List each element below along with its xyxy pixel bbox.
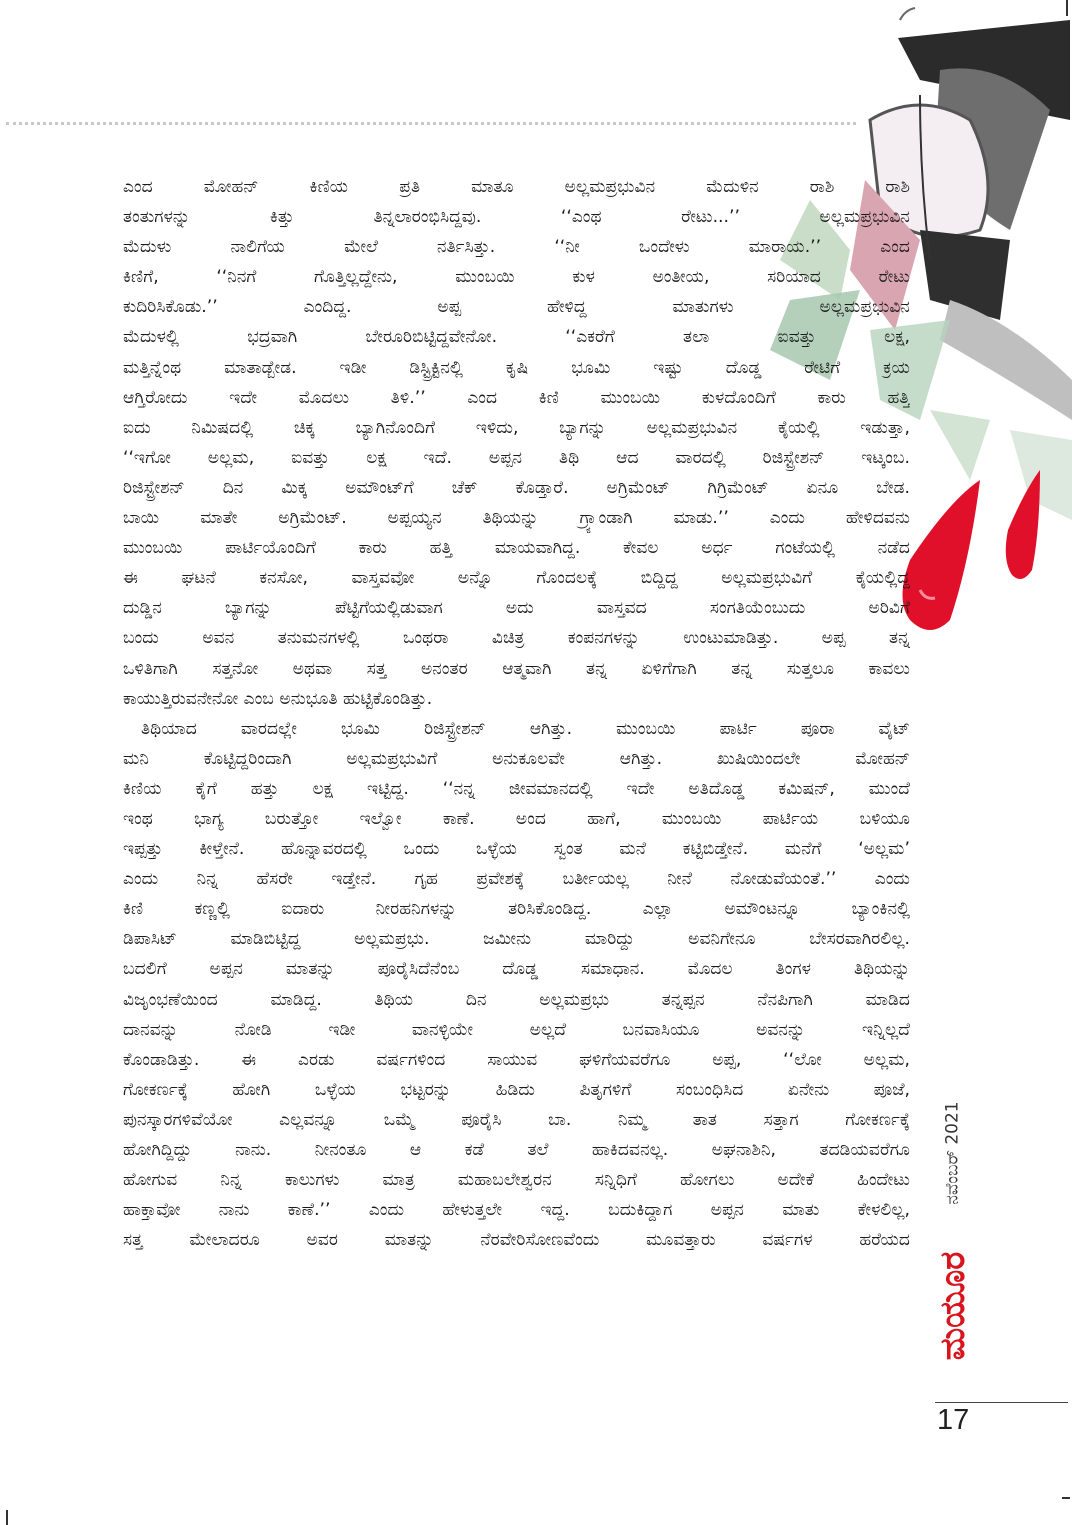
magazine-logo: ಮಯೂರ — [933, 1251, 973, 1361]
crop-mark-bottom-right — [1062, 1497, 1070, 1499]
page-number-rule — [935, 1402, 1068, 1403]
article-line: ತಿಥಿಯಾದ ವಾರದಲ್ಲೇ ಭೂಮಿ ರಿಜಿಸ್ಟ್ರೇಶನ್ ಆಗಿತ್ತು. ಮುಂಬಯಿ ಪಾರ್ಟಿ ಪೂರಾ ವೈಟ್ — [141, 718, 910, 739]
article-line: ಕಿಣಿಗೆ, ‘‘ನಿನಗೆ ಗೊತ್ತಿಲ್ಲದ್ದೇನು, ಮುಂಬಯಿ ಕುಳ ಅಂತೀಯ, ಸರಿಯಾದ ರೇಟು — [123, 267, 910, 288]
article-line: ದಾನವನ್ನು ನೋಡಿ ಇಡೀ ವಾನಳ್ಳಿಯೇ ಅಲ್ಲದೆ ಬನವಾಸಿಯೂ ಅವನನ್ನು ಇನ್ನಿಲ್ಲದೆ — [123, 1019, 910, 1040]
article-line: ಕುದಿರಿಸಿಕೊಡು.’’ ಎಂದಿದ್ದ. ಅಪ್ಪ ಹೇಳಿದ್ದ ಮಾತುಗಳು ಅಲ್ಲಮಪ್ರಭುವಿನ — [123, 297, 910, 318]
article-line: ಇಪ್ಪತ್ತು ಕೀಳ್ತೇನೆ. ಹೊನ್ನಾವರದಲ್ಲಿ ಒಂದು ಒಳ್ಳೆಯ ಸ್ವಂತ ಮನೆ ಕಟ್ಟಿಬಿಡ್ತೇನೆ. ಮನೆಗೆ ‘ಅಲ್ಲಮ’ — [123, 839, 910, 860]
article-line: ದುಡ್ಡಿನ ಬ್ಯಾಗನ್ನು ಪೆಟ್ಟಿಗೆಯಲ್ಲಿಡುವಾಗ ಅದು ವಾಸ್ತವದ ಸಂಗತಿಯೆಂಬುದು ಅರಿವಿಗೆ — [123, 598, 910, 619]
crop-mark-bottom-left — [6, 1510, 8, 1525]
article-line: ಈ ಘಟನೆ ಕನಸೋ, ವಾಸ್ತವವೋ ಅನ್ನೊ ಗೊಂದಲಕ್ಕೆ ಬಿದ್ದಿದ್ದ ಅಲ್ಲಮಪ್ರಭುವಿಗೆ ಕೈಯಲ್ಲಿದ್ದ — [123, 568, 910, 589]
article-line: ಬಂದು ಅವನ ತನುಮನಗಳಲ್ಲಿ ಒಂಥರಾ ವಿಚಿತ್ರ ಕಂಪನಗಳನ್ನು ಉಂಟುಮಾಡಿತ್ತು. ಅಪ್ಪ ತನ್ನ — [123, 628, 910, 649]
article-line: ಪುನಸ್ಕಾರಗಳಿವೆಯೋ ಎಲ್ಲವನ್ನೂ ಒಮ್ಮೆ ಪೂರೈಸಿ ಬಾ. ನಿಮ್ಮ ತಾತ ಸತ್ತಾಗ ಗೋಕರ್ಣಕ್ಕೆ — [123, 1109, 910, 1130]
article-line: ತಂತುಗಳನ್ನು ಕಿತ್ತು ತಿನ್ನಲಾರಂಭಿಸಿದ್ದವು. ‘‘ಎಂಥ ರೇಟು...’’ ಅಲ್ಲಮಪ್ರಭುವಿನ — [123, 207, 910, 228]
article-line: ಕಿಣಿ ಕಣ್ಣಲ್ಲಿ ಐದಾರು ನೀರಹನಿಗಳನ್ನು ತರಿಸಿಕೊಂಡಿದ್ದ. ಎಲ್ಲಾ ಅಮೌಂಟನ್ನೂ ಬ್ಯಾಂಕಿನಲ್ಲಿ — [123, 899, 910, 920]
article-line: ಡಿಪಾಸಿಟ್ ಮಾಡಿಬಿಟ್ಟಿದ್ದ ಅಲ್ಲಮಪ್ರಭು. ಜಮೀನು ಮಾರಿದ್ದು ಅವನಿಗೇನೂ ಬೇಸರವಾಗಿರಲಿಲ್ಲ. — [123, 929, 910, 950]
article-line: ಮೆದುಳು ನಾಲಿಗೆಯ ಮೇಲೆ ನರ್ತಿಸಿತ್ತು. ‘‘ನೀ ಒಂದೇಳು ಮಾರಾಯ.’’ ಎಂದ — [123, 237, 910, 258]
article-line: ಗೋಕರ್ಣಕ್ಕೆ ಹೋಗಿ ಒಳ್ಳೆಯ ಭಟ್ಟರನ್ನು ಹಿಡಿದು ಪಿತೃಗಳಿಗೆ ಸಂಬಂಧಿಸಿದ ಏನೇನು ಪೂಜೆ, — [123, 1079, 910, 1100]
article-line: ಹೋಗುವ ನಿನ್ನ ಕಾಲುಗಳು ಮಾತ್ರ ಮಹಾಬಲೇಶ್ವರನ ಸನ್ನಿಧಿಗೆ ಹೋಗಲು ಅದೇಕೆ ಹಿಂದೇಟು — [123, 1170, 910, 1191]
article-line: ಕೊಂಡಾಡಿತ್ತು. ಈ ಎರಡು ವರ್ಷಗಳಿಂದ ಸಾಯುವ ಘಳಿಗೆಯವರೆಗೂ ಅಪ್ಪ, ‘‘ಲೋ ಅಲ್ಲಮ, — [123, 1049, 910, 1070]
article-line: ವಿಜೃಂಭಣೆಯಿಂದ ಮಾಡಿದ್ದ. ತಿಥಿಯ ದಿನ ಅಲ್ಲಮಪ್ರಭು ತನ್ನಪ್ಪನ ನೆನಪಿಗಾಗಿ ಮಾಡಿದ — [123, 989, 910, 1010]
article-line: ಆಗ್ತಿರೋದು ಇದೇ ಮೊದಲು ತಿಳಿ.’’ ಎಂದ ಕಿಣಿ ಮುಂಬಯಿ ಕುಳದೊಂದಿಗೆ ಕಾರು ಹತ್ತಿ — [123, 387, 910, 408]
article-line: ಬದಲಿಗೆ ಅಪ್ಪನ ಮಾತನ್ನು ಪೂರೈಸಿದೆನೆಂಬ ದೊಡ್ಡ ಸಮಾಧಾನ. ಮೊದಲ ತಿಂಗಳ ತಿಥಿಯನ್ನು — [123, 959, 910, 980]
article-line: ಎಂದ ಮೋಹನ್ ಕಿಣಿಯ ಪ್ರತಿ ಮಾತೂ ಅಲ್ಲಮಪ್ರಭುವಿನ ಮೆದುಳಿನ ರಾಶಿ ರಾಶಿ — [123, 177, 910, 197]
article-line: ಹೋಗಿದ್ದಿದ್ದು ನಾನು. ನೀನಂತೂ ಆ ಕಡೆ ತಲೆ ಹಾಕಿದವನಲ್ಲ. ಅಘನಾಶಿನಿ, ತದಡಿಯವರೆಗೂ — [123, 1140, 910, 1160]
article-line: ರಿಜಿಸ್ಟ್ರೇಶನ್ ದಿನ ಮಿಕ್ಕ ಅಮೌಂಟ್‌ಗೆ ಚೆಕ್ ಕೊಡ್ತಾರೆ. ಅಗ್ರಿಮೆಂಟ್ ಗಿಗ್ರಿಮೆಂಟ್ ಏನೂ ಬೇಡ. — [123, 477, 910, 498]
article-line: ಒಳಿತಿಗಾಗಿ ಸತ್ತನೋ ಅಥವಾ ಸತ್ತ ಅನಂತರ ಆತ್ಮವಾಗಿ ತನ್ನ ಏಳಿಗೆಗಾಗಿ ತನ್ನ ಸುತ್ತಲೂ ಕಾವಲು — [123, 658, 910, 679]
article-line: ಹಾಕ್ತಾವೋ ನಾನು ಕಾಣೆ.’’ ಎಂದು ಹೇಳುತ್ತಲೇ ಇದ್ದ. ಬದುಕಿದ್ದಾಗ ಅಪ್ಪನ ಮಾತು ಕೇಳಲಿಲ್ಲ, — [123, 1200, 910, 1221]
issue-date: ನವೆಂಬರ್ 2021 — [943, 1101, 964, 1205]
article-line: ಕಿಣಿಯ ಕೈಗೆ ಹತ್ತು ಲಕ್ಷ ಇಟ್ಟಿದ್ದ. ‘‘ನನ್ನ ಜೀವಮಾನದಲ್ಲಿ ಇದೇ ಅತಿದೊಡ್ಡ ಕಮಿಷನ್, ಮುಂದೆ — [123, 778, 910, 799]
article-line: ಐದು ನಿಮಿಷದಲ್ಲಿ ಚಿಕ್ಕ ಬ್ಯಾಗಿನೊಂದಿಗೆ ಇಳಿದು, ಬ್ಯಾಗನ್ನು ಅಲ್ಲಮಪ್ರಭುವಿನ ಕೈಯಲ್ಲಿ ಇಡುತ್ತಾ, — [123, 417, 910, 438]
header-dotted-rule — [6, 122, 856, 125]
article-line: ಕಾಯುತ್ತಿರುವನೇನೋ ಎಂಬ ಅನುಭೂತಿ ಹುಟ್ಟಿಕೊಂಡಿತ್ತು. — [123, 688, 433, 709]
article-line: ‘‘ಇಗೋ ಅಲ್ಲಮ, ಐವತ್ತು ಲಕ್ಷ ಇದೆ. ಅಪ್ಪನ ತಿಥಿ ಆದ ವಾರದಲ್ಲಿ ರಿಜಿಸ್ಟ್ರೇಶನ್ ಇಟ್ಕಂಬ. — [123, 447, 910, 468]
article-line: ಇಂಥ ಭಾಗ್ಯ ಬರುತ್ತೋ ಇಲ್ವೋ ಕಾಣೆ. ಅಂದ ಹಾಗೆ, ಮುಂಬಯಿ ಪಾರ್ಟಿಯ ಬಳಿಯೂ — [123, 808, 910, 829]
article-line: ಸತ್ತ ಮೇಲಾದರೂ ಅವರ ಮಾತನ್ನು ನೆರವೇರಿಸೋಣವೆಂದು ಮೂವತ್ತಾರು ವರ್ಷಗಳ ಹರೆಯದ — [123, 1230, 910, 1251]
article-line: ಮೆದುಳಲ್ಲಿ ಭದ್ರವಾಗಿ ಬೇರೂರಿಬಿಟ್ಟಿದ್ದವೇನೋ. ‘‘ಎಕರೆಗೆ ತಲಾ ಐವತ್ತು ಲಕ್ಷ, — [123, 327, 910, 348]
article-line: ಬಾಯಿ ಮಾತೇ ಅಗ್ರಿಮೆಂಟ್. ಅಪ್ಪಯ್ಯನ ತಿಥಿಯನ್ನು ಗ್ರ್ಯಾಂಡಾಗಿ ಮಾಡು.’’ ಎಂದು ಹೇಳಿದವನು — [123, 508, 910, 529]
article-line: ಮನಿ ಕೊಟ್ಟಿದ್ದರಿಂದಾಗಿ ಅಲ್ಲಮಪ್ರಭುವಿಗೆ ಅನುಕೂಲವೇ ಆಗಿತ್ತು. ಖುಷಿಯಿಂದಲೇ ಮೋಹನ್ — [123, 748, 910, 769]
article-line: ಮುಂಬಯಿ ಪಾರ್ಟಿಯೊಂದಿಗೆ ಕಾರು ಹತ್ತಿ ಮಾಯವಾಗಿದ್ದ. ಕೇವಲ ಅರ್ಧ ಗಂಟೆಯಲ್ಲಿ ನಡೆದ — [123, 538, 910, 559]
sidebar — [928, 1088, 978, 1378]
article-body — [123, 172, 910, 1255]
article-line: ಎಂದು ನಿನ್ನ ಹೆಸರೇ ಇಡ್ತೇನೆ. ಗೃಹ ಪ್ರವೇಶಕ್ಕೆ ಬರ್ತೀಯಲ್ಲ ನೀನೆ ನೋಡುವೆಯಂತೆ.’’ ಎಂದು — [123, 869, 910, 890]
article-line: ಮತ್ತಿನ್ನೆಂಥ ಮಾತಾಡ್ಬೇಡ. ಇಡೀ ಡಿಸ್ಟ್ರಿಕ್ಟಿನಲ್ಲಿ ಕೃಷಿ ಭೂಮಿ ಇಷ್ಟು ದೊಡ್ಡ ರೇಟಿಗೆ ಕ್ರಯ — [123, 357, 910, 378]
page-number: 17 — [937, 1404, 970, 1436]
